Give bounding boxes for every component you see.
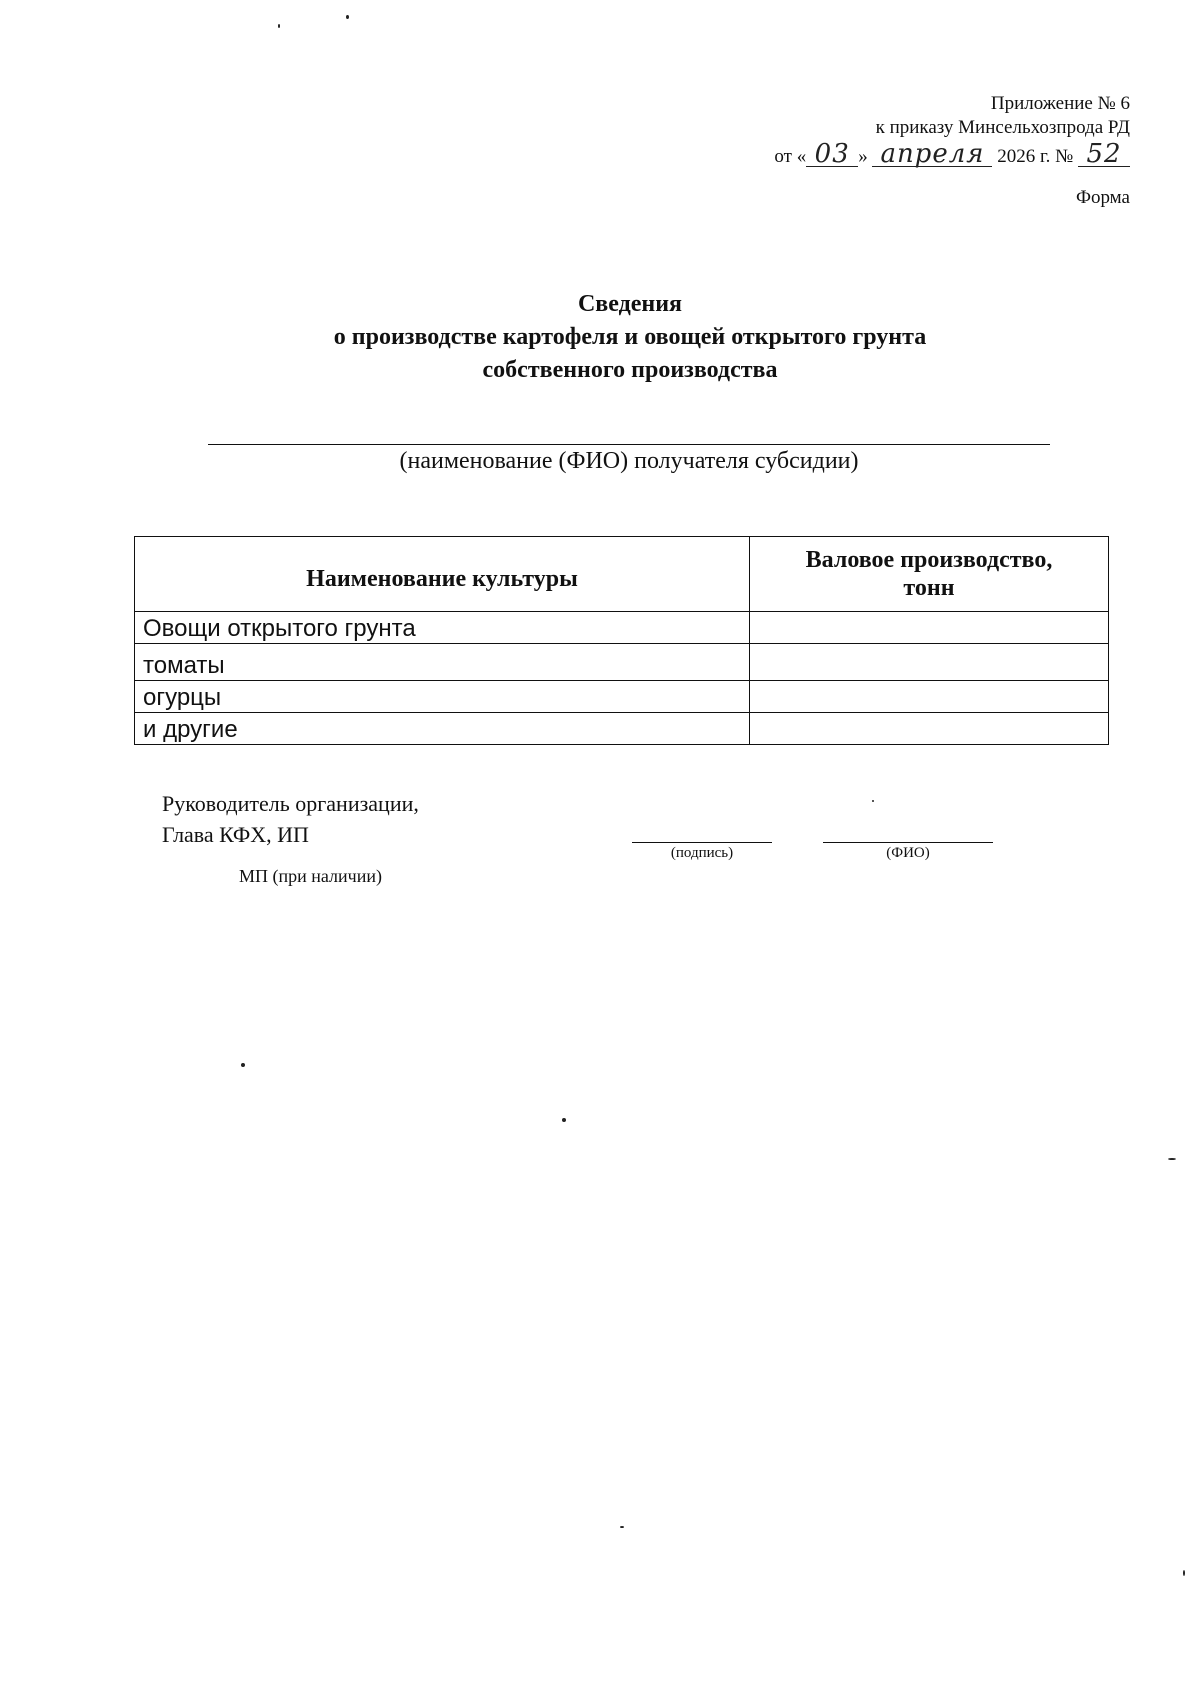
table-row — [135, 644, 1109, 681]
recipient-caption: (наименование (ФИО) получателя субсидии) — [399, 448, 859, 474]
crop-name-cell: огурцы — [135, 681, 750, 713]
table-row — [135, 713, 1109, 745]
scan-speck — [278, 24, 280, 28]
title-line-2: о производстве картофеля и овощей открытого грунта — [333, 324, 927, 350]
scan-speck — [1168, 1158, 1176, 1160]
recipient-fill-line[interactable] — [208, 444, 1050, 445]
production-value-cell[interactable] — [750, 681, 1109, 713]
crop-name-cell: Овощи открытого грунта — [135, 612, 750, 644]
production-value-cell[interactable] — [750, 644, 1109, 681]
crop-name-cell: и другие — [135, 713, 750, 745]
appendix-header — [774, 92, 1130, 169]
signatory-line-1: Руководитель организации, — [162, 791, 419, 816]
production-value-cell[interactable] — [750, 713, 1109, 745]
table-header-row — [135, 537, 1109, 612]
table-row — [135, 612, 1109, 644]
title-line-3: собственного производства — [482, 357, 778, 383]
date-prefix: от « — [774, 146, 807, 167]
title-line-1: Сведения — [577, 291, 683, 317]
date-quote-close: » — [858, 146, 868, 167]
order-number-handwritten: 52 — [1078, 142, 1130, 167]
signatory-line-2: Глава КФХ, ИП — [162, 822, 309, 847]
order-reference: к приказу Минсельхозпрода РД — [875, 117, 1130, 138]
signatory-title — [162, 788, 419, 850]
date-month-handwritten: апреля — [872, 142, 992, 167]
fio-caption: (ФИО) — [886, 845, 930, 861]
appendix-number: Приложение № 6 — [990, 93, 1130, 114]
scan-speck — [620, 1526, 624, 1528]
gross-production-header-line2: тонн — [903, 575, 955, 601]
production-value-cell[interactable] — [750, 612, 1109, 644]
date-day-handwritten: 03 — [806, 142, 858, 167]
scan-speck — [241, 1063, 245, 1067]
signature-fill-line[interactable] — [632, 842, 772, 843]
scan-speck — [346, 15, 349, 19]
scan-speck — [872, 800, 874, 802]
crop-name-cell: томаты — [135, 644, 750, 681]
gross-production-header — [750, 537, 1109, 612]
order-date-line — [774, 139, 1130, 169]
scan-speck — [562, 1118, 566, 1122]
crop-name-header: Наименование культуры — [135, 537, 750, 612]
date-year: 2026 г. № — [997, 146, 1074, 167]
form-label: Форма — [1075, 187, 1130, 208]
fio-fill-line[interactable] — [823, 842, 993, 843]
document-title — [0, 288, 1200, 387]
gross-production-header-line1: Валовое производство, — [805, 547, 1053, 573]
production-table — [134, 536, 1109, 745]
stamp-label: МП (при наличии) — [239, 866, 382, 886]
table-row — [135, 681, 1109, 713]
scan-speck — [1183, 1570, 1185, 1576]
signature-caption: (подпись) — [670, 845, 734, 861]
